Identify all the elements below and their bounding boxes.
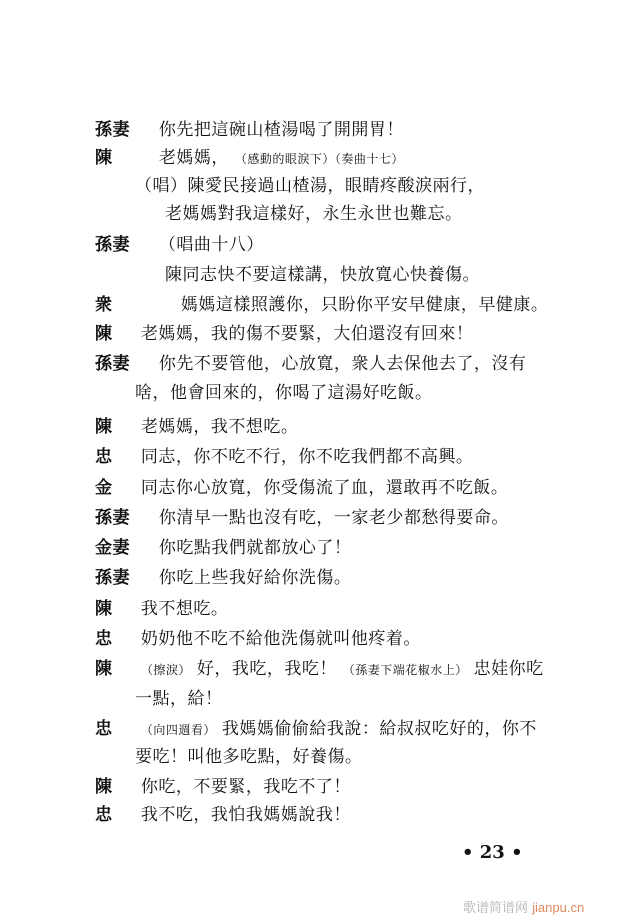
- lyric-text: 陳同志快不要這樣講，快放寬心快養傷。: [165, 265, 480, 285]
- lyric-text: 媽媽這樣照護你，只盼你平安早健康，早健康。: [180, 295, 549, 315]
- speaker-name: 孫妻: [95, 120, 130, 140]
- speaker-name: 孫妻: [95, 235, 130, 255]
- dialogue-text: 同志你心放寬，你受傷流了血，還敢再不吃飯。: [140, 478, 509, 498]
- dialogue-line: [95, 117, 404, 143]
- lyric-text: 老媽媽對我這樣好，永生永世也難忘。: [165, 204, 463, 224]
- lyric-text: （唱）陳愛民接過山楂湯，眼睛疼酸淚兩行，: [135, 176, 485, 196]
- watermark-cn: 歌谱简谱网: [463, 901, 529, 916]
- dialogue-line: [95, 802, 351, 828]
- dialogue-line: [95, 535, 351, 561]
- dialogue-text: 要吃！叫他多吃點，好養傷。: [135, 747, 363, 767]
- speaker-name: 陳: [95, 599, 113, 619]
- dialogue-text: 同志，你不吃不行，你不吃我們都不高興。: [140, 447, 474, 467]
- page-number: • 23 •: [462, 842, 523, 863]
- dialogue-line: [135, 744, 363, 770]
- dialogue-line: [95, 444, 473, 470]
- dialogue-text: 老媽媽，: [158, 148, 229, 168]
- dialogue-line: [95, 414, 298, 440]
- dialogue-line: [165, 262, 480, 288]
- dialogue-text: 奶奶他不吃不給他洗傷就叫他疼着。: [140, 629, 421, 649]
- speaker-name: 孫妻: [95, 568, 130, 588]
- dialogue-text: 你吃上些我好給你洗傷。: [158, 568, 352, 588]
- stage-direction: （擦淚）: [140, 663, 191, 677]
- dialogue-line: [95, 292, 548, 318]
- dialogue-text: 你吃點我們就都放心了！: [158, 538, 352, 558]
- dialogue-text: 我不想吃。: [140, 599, 229, 619]
- dialogue-line: [165, 201, 463, 227]
- speaker-name: 忠: [95, 719, 113, 739]
- speaker-name: 忠: [95, 805, 113, 825]
- dialogue-text: 你吃，不要緊，我吃不了！: [140, 777, 351, 797]
- speaker-name: 陳: [95, 659, 113, 679]
- dialogue-line: [95, 145, 404, 171]
- dialogue-text: 你先把這碗山楂湯喝了開開胃！: [158, 120, 404, 140]
- dialogue-line: [95, 321, 473, 347]
- dialogue-line: [95, 774, 351, 800]
- stage-direction: （向四週看）: [140, 723, 216, 737]
- speaker-name: 孫妻: [95, 354, 130, 374]
- speaker-name: 陳: [95, 777, 113, 797]
- dialogue-line: [95, 596, 228, 622]
- dialogue-line: [95, 565, 351, 591]
- speaker-name: 金: [95, 478, 113, 498]
- speaker-name: 陳: [95, 324, 113, 344]
- speaker-name: 陳: [95, 417, 113, 437]
- stage-direction: （感動的眼淚下）（奏曲十七）: [234, 152, 404, 166]
- dialogue-text: 老媽媽，我的傷不要緊，大伯還沒有回來！: [140, 324, 474, 344]
- dialogue-line: [95, 351, 526, 377]
- speaker-name: 陳: [95, 148, 113, 168]
- watermark-latin: jianpu.cn: [532, 900, 585, 915]
- dialogue-text: 我不吃，我怕我媽媽說我！: [140, 805, 351, 825]
- dialogue-line: [95, 475, 508, 501]
- dialogue-text: 我媽媽偷偷給我說：給叔叔吃好的，你不: [221, 719, 537, 739]
- dialogue-line: [95, 505, 509, 531]
- dialogue-text: 忠娃你吃: [473, 659, 544, 679]
- watermark: [463, 897, 584, 916]
- speaker-name: 金妻: [95, 538, 130, 558]
- dialogue-text: 老媽媽，我不想吃。: [140, 417, 299, 437]
- stage-direction: （唱曲十八）: [158, 235, 264, 255]
- stage-direction: （孫妻下端花椒水上）: [342, 663, 468, 677]
- dialogue-line: [95, 232, 264, 258]
- dialogue-line: [95, 716, 537, 742]
- speaker-name: 忠: [95, 447, 113, 467]
- dialogue-text: 你清早一點也沒有吃，一家老少都愁得要命。: [158, 508, 509, 528]
- dialogue-line: [135, 173, 485, 199]
- dialogue-text: 好，我吃，我吃！: [196, 659, 337, 679]
- dialogue-text: 一點，給！: [135, 689, 223, 709]
- dialogue-line: [135, 686, 223, 712]
- dialogue-text: 啥，他會回來的，你喝了這湯好吃飯。: [135, 383, 433, 403]
- dialogue-text: 你先不要管他，心放寬，衆人去保他去了，沒有: [158, 354, 527, 374]
- speaker-name: 忠: [95, 629, 113, 649]
- dialogue-line: [95, 656, 544, 682]
- speaker-name: 衆: [95, 295, 113, 315]
- speaker-name: 孫妻: [95, 508, 130, 528]
- dialogue-line: [135, 380, 433, 406]
- dialogue-line: [95, 626, 421, 652]
